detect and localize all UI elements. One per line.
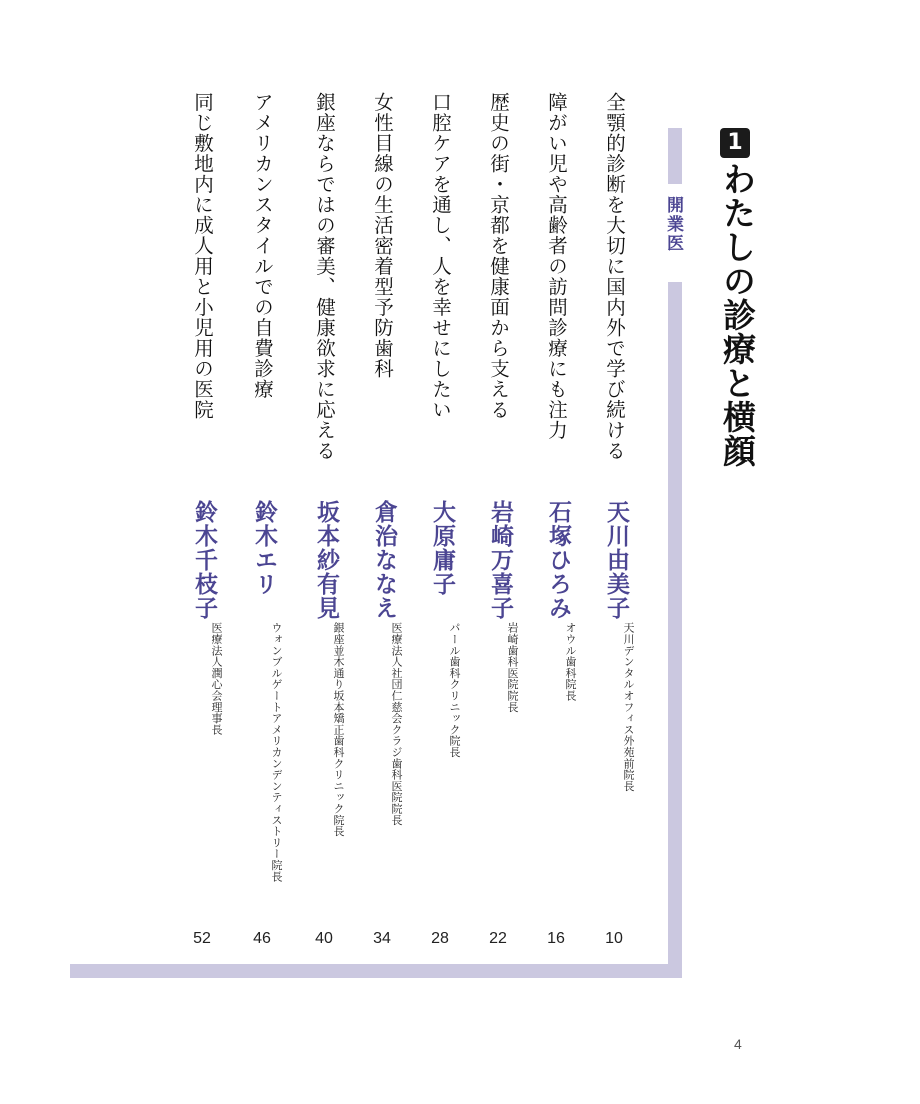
entry-page-number: 10 xyxy=(605,930,623,947)
toc-entry[interactable] xyxy=(540,0,577,1104)
toc-entry[interactable] xyxy=(246,0,283,1104)
toc-entry[interactable] xyxy=(186,0,223,1104)
entry-author: 倉治ななえ xyxy=(371,500,398,620)
entry-author: 鈴木千枝子 xyxy=(191,500,218,620)
toc-entry[interactable] xyxy=(424,0,461,1104)
entry-author: 大原庸子 xyxy=(429,500,456,596)
toc-entry[interactable] xyxy=(308,0,345,1104)
entry-title: 女性目線の生活密着型予防歯科 xyxy=(371,92,394,379)
entry-title: アメリカンスタイルでの自費診療 xyxy=(251,92,274,400)
entry-author: 岩崎万喜子 xyxy=(487,500,514,620)
entry-affiliation: 医療法人社団仁慈会クラジ歯科医院院長 xyxy=(390,622,403,826)
entry-page-number: 52 xyxy=(193,930,211,947)
entry-affiliation: 医療法人潤心会理事長 xyxy=(210,622,223,735)
entry-title: 銀座ならではの審美、健康欲求に応える xyxy=(313,92,336,461)
toc-entry[interactable] xyxy=(366,0,403,1104)
entry-page-number: 40 xyxy=(315,930,333,947)
chapter-number-badge: 1 xyxy=(720,128,750,158)
entry-page-number: 22 xyxy=(489,930,507,947)
entry-author: 坂本紗有見 xyxy=(313,500,340,620)
entry-affiliation: オウル歯科院長 xyxy=(564,622,577,702)
page-number: 4 xyxy=(734,1036,742,1052)
entry-affiliation: ウォンブルゲートアメリカンデンティストリー院長 xyxy=(270,622,283,882)
entry-affiliation: 岩崎歯科医院院長 xyxy=(506,622,519,713)
vertical-bar-bottom xyxy=(668,282,682,978)
chapter-title: わたしの診療と横顔 xyxy=(718,162,757,468)
entry-title: 歴史の街・京都を健康面から支える xyxy=(487,92,510,420)
entry-page-number: 46 xyxy=(253,930,271,947)
entry-author: 鈴木エリ xyxy=(251,500,278,596)
entry-page-number: 28 xyxy=(431,930,449,947)
entry-title: 障がい児や高齢者の訪問診療にも注力 xyxy=(545,92,568,441)
entry-title: 全顎的診断を大切に国内外で学び続ける xyxy=(603,92,626,461)
entry-affiliation: パール歯科クリニック院長 xyxy=(448,622,461,758)
entry-page-number: 34 xyxy=(373,930,391,947)
entry-title: 同じ敷地内に成人用と小児用の医院 xyxy=(191,92,214,420)
entry-page-number: 16 xyxy=(547,930,565,947)
entry-affiliation: 銀座並木通り坂本矯正歯科クリニック院長 xyxy=(332,622,345,837)
entry-title: 口腔ケアを通し、人を幸せにしたい xyxy=(429,92,452,420)
vertical-bar-top xyxy=(668,128,682,184)
entry-author: 天川由美子 xyxy=(603,500,630,620)
toc-entry[interactable] xyxy=(598,0,635,1104)
category-label: 開業医 xyxy=(663,196,683,253)
entry-author: 石塚ひろみ xyxy=(545,500,572,620)
toc-entry[interactable] xyxy=(482,0,519,1104)
entry-affiliation: 天川デンタルオフィス外苑前院長 xyxy=(622,622,635,792)
